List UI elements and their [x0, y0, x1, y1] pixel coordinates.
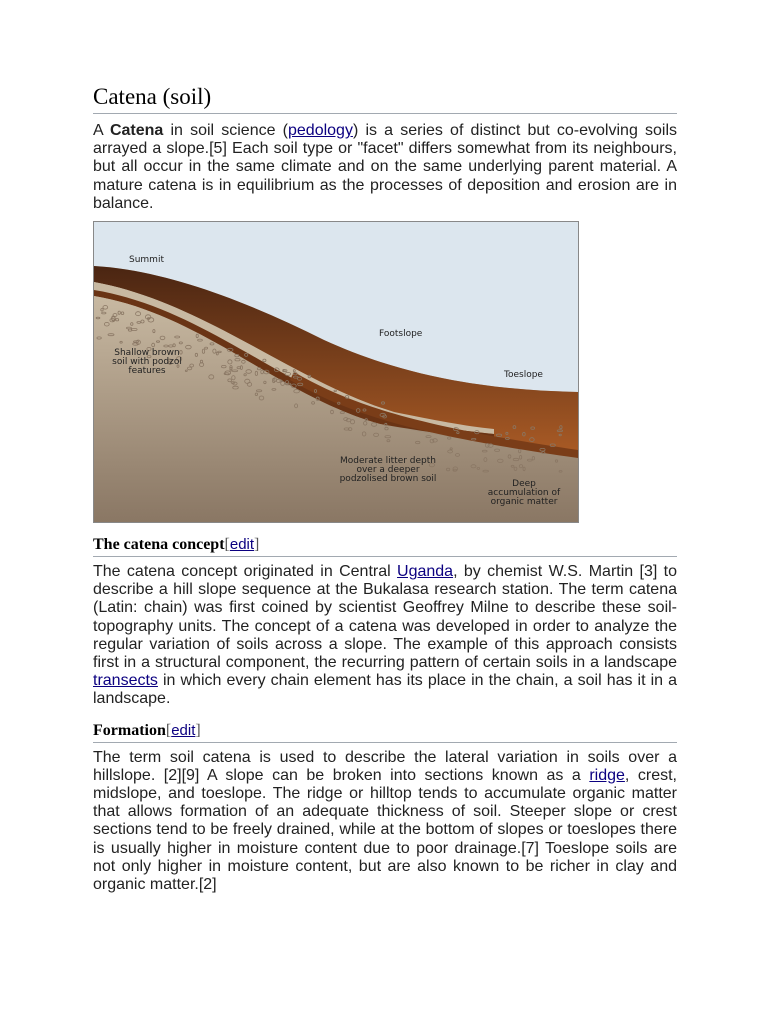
- article-title: Catena (soil): [93, 84, 677, 114]
- label-deep-line3: organic matter: [490, 497, 558, 508]
- label-shallow-line1: Shallow brown: [114, 348, 180, 359]
- label-footslope: Footslope: [379, 329, 423, 340]
- label-summit: Summit: [129, 255, 164, 266]
- label-shallow-line3: features: [128, 366, 166, 377]
- intro-paragraph: A Catena in soil science (pedology) is a series of distinct but co-evolving soils arrayed a slope.[5] Each soil type or "facet" differs somewhat from its neighbours, but all occur in the same climate and on the same underlying parent material. A mature catena is in equilibrium as the processes of deposition and erosion are in balance.: [93, 122, 678, 212]
- label-deep-line2: accumulation of: [487, 488, 561, 499]
- catena-bold-term: Catena: [109, 122, 164, 139]
- label-toeslope: Toeslope: [504, 370, 543, 381]
- edit-link-concept[interactable]: edit: [229, 536, 255, 554]
- section-heading-formation: Formation[edit]: [93, 722, 677, 743]
- uganda-link[interactable]: Uganda: [397, 563, 454, 581]
- label-shallow-line2: soil with podzol: [112, 357, 182, 368]
- pedology-link[interactable]: pedology: [288, 122, 353, 139]
- label-moderate-line1: Moderate litter depth: [339, 456, 437, 467]
- formation-paragraph: The term soil catena is used to describe the lateral variation in soils over a hillslope. [2][9] A slope can be broken into sections known as a ridge, crest, midslope, and toeslope. The ridge or hilltop tends to accumulate organic matter that allows formation of an adequate thickness of soil. Steeper slope or crest sections tend to be freely drained, while at the bottom of slopes or toeslopes there is usually higher in moisture content due to poor drainage.[7] Toeslope soils are not only higher in moisture content, but are also known to be richer in clay and organic matter.[2]: [93, 748, 677, 894]
- transects-link[interactable]: transects: [93, 672, 158, 690]
- concept-paragraph: The catena concept originated in Central Uganda, by chemist W.S. Martin [3] to describe a hill slope sequence at the Bukalasa research station. The term catena (Latin: chain) was first coined by scientist Geoffrey Milne to describe these soil-topography units. The concept of a catena was developed in order to analyze the regular variation of soils across a slope. The example of this approach consists first in a structural component, the recurring pattern of certain soils in a landscape transects in which every chain element has its place in the chain, a soil has it in a landscape.: [93, 563, 677, 708]
- ridge-link[interactable]: ridge: [589, 766, 625, 784]
- catena-diagram: [93, 221, 579, 523]
- label-moderate-line3: podzolised brown soil: [339, 474, 437, 485]
- section-heading-concept: The catena concept[edit]: [93, 536, 677, 557]
- article-content: [93, 84, 677, 894]
- label-moderate-line2: over a deeper: [356, 465, 420, 476]
- edit-link-formation[interactable]: edit: [171, 721, 196, 739]
- label-deep-line1: Deep: [512, 479, 536, 490]
